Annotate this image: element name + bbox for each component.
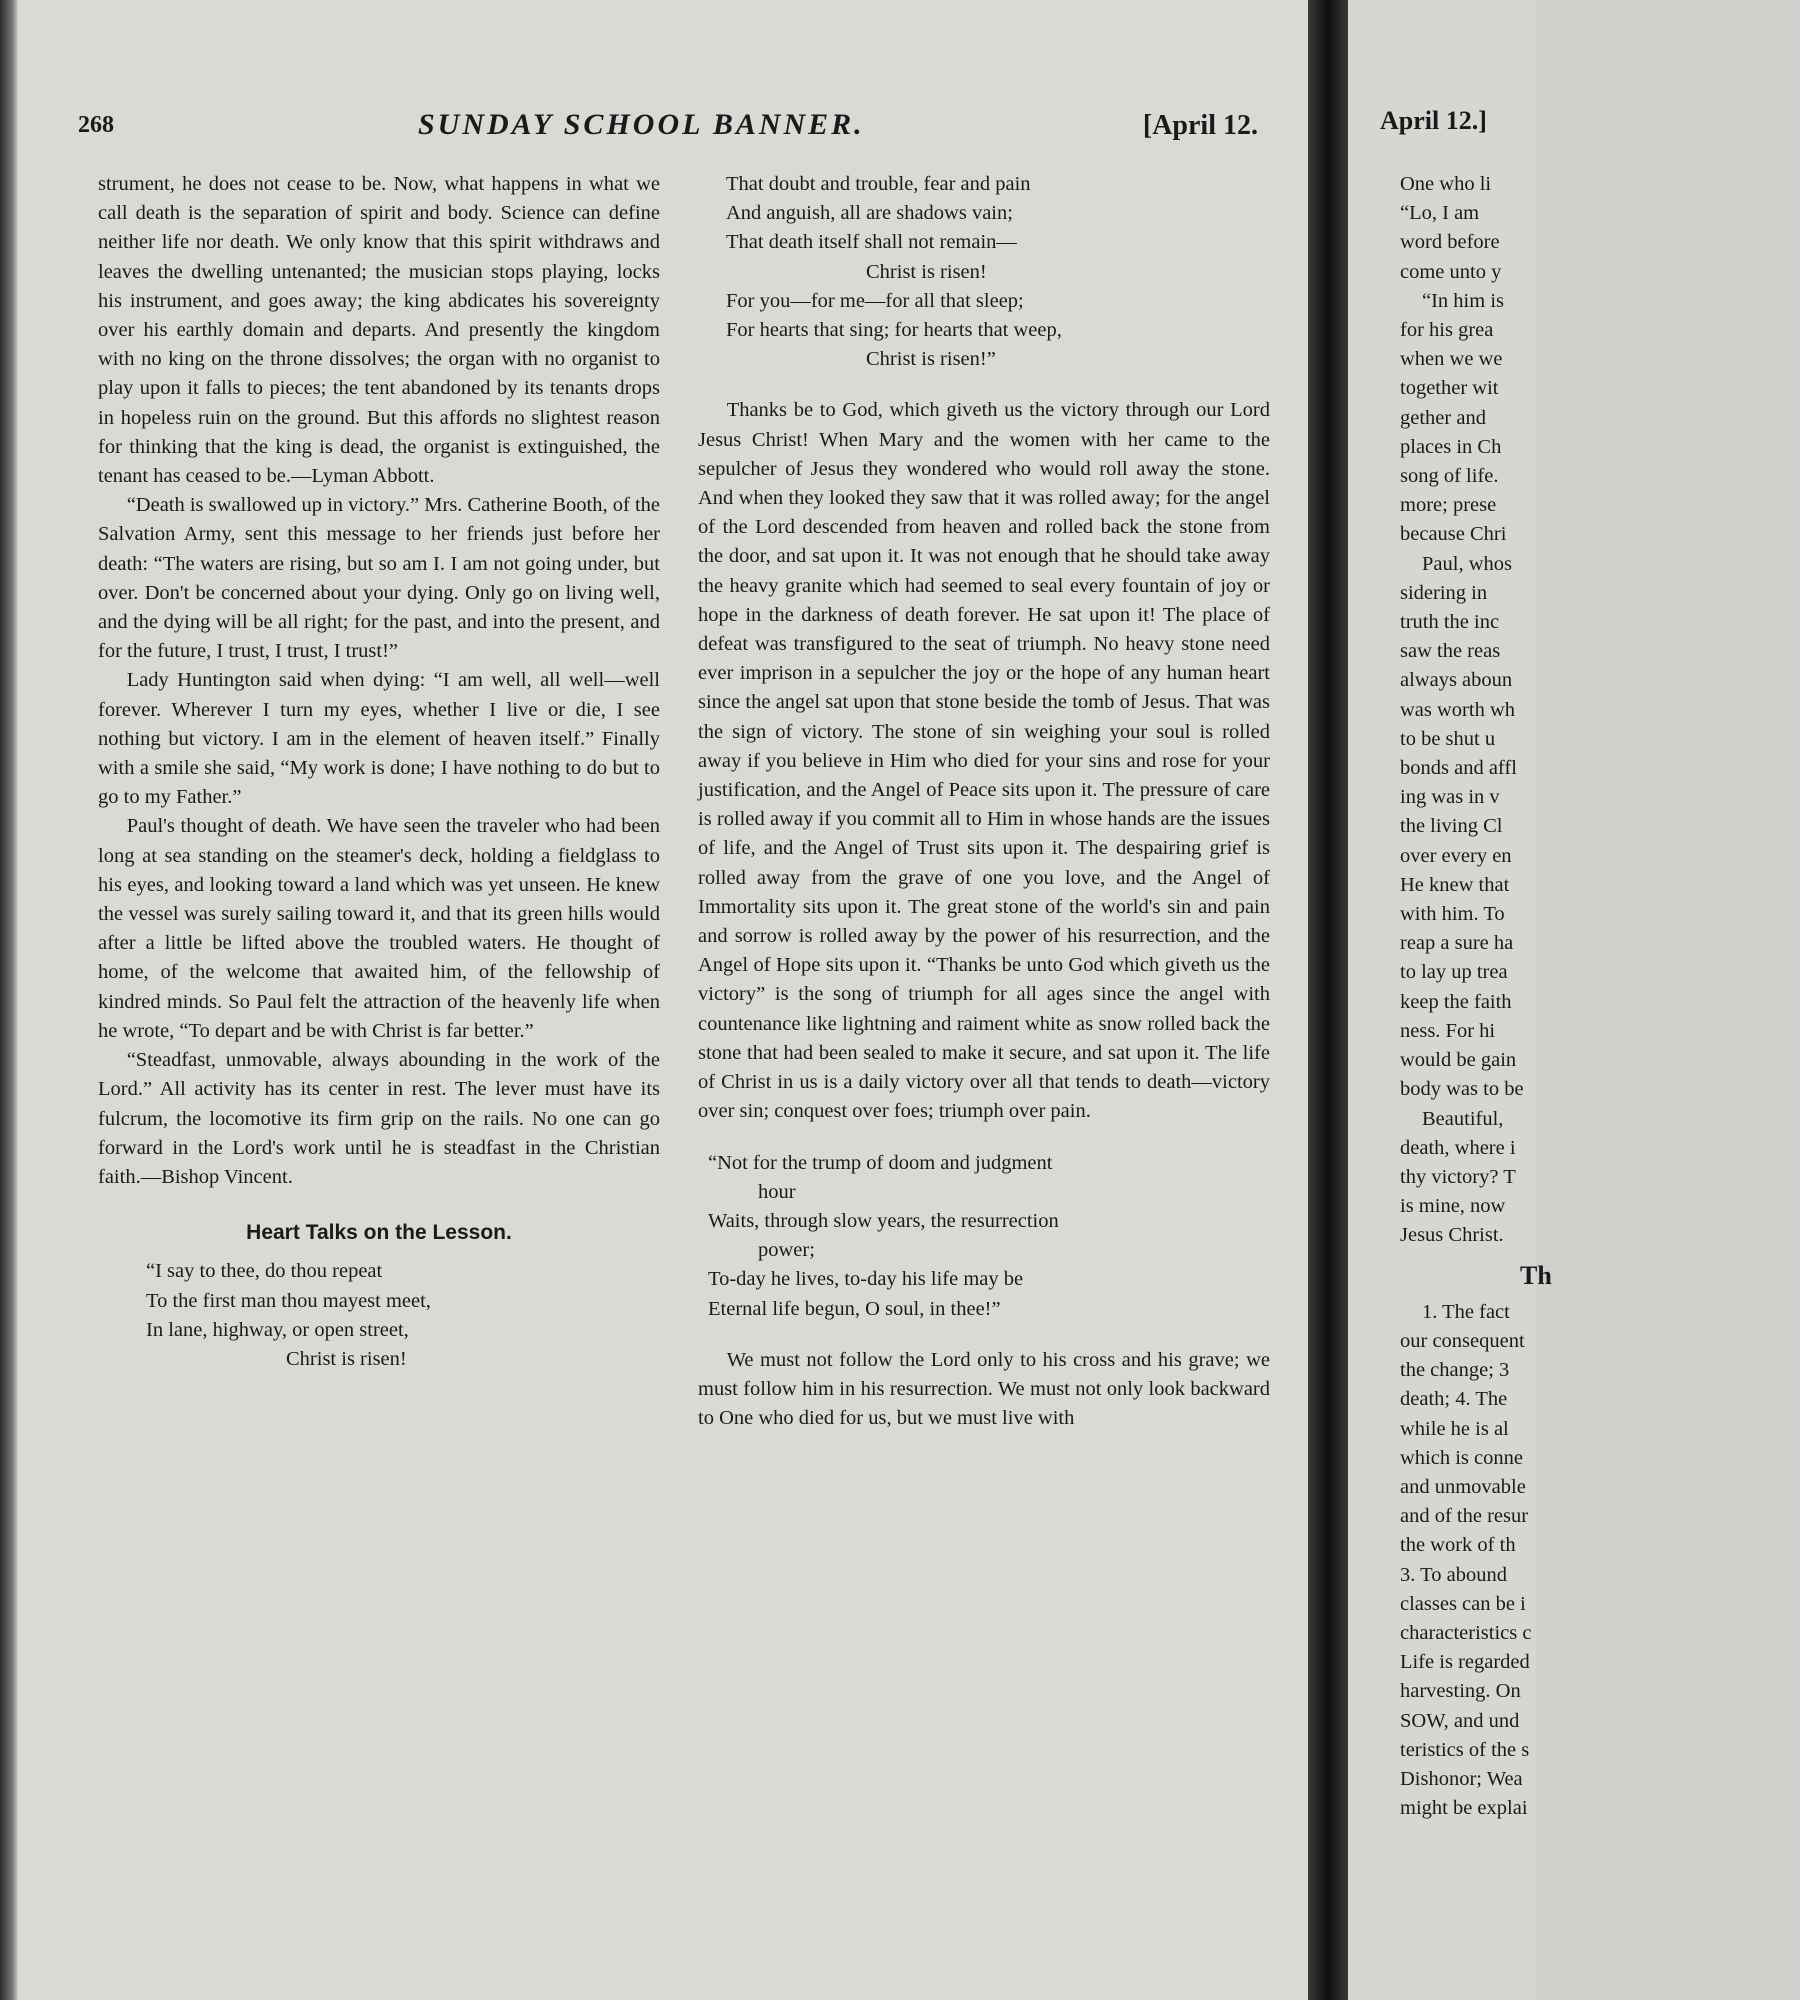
truncated-line: is mine, now: [1400, 1195, 1506, 1218]
poem-line: That doubt and trouble, fear and pain: [726, 173, 1031, 195]
right-page-header: April 12.]: [1380, 106, 1487, 135]
paragraph: “Death is swallowed up in victory.” Mrs. Catherine Booth, of the Salvation Army, sent this message to her friends just before her death: “The waters are rising, but so am I. I am not going under, but over. Don't be concerned about your dying. Only go on living well, and the dying will be all right; for the past, and into the present, and for the future, I trust, I trust, I trust!”: [98, 494, 660, 663]
truncated-line: SOW, and und: [1400, 1709, 1520, 1732]
truncated-line: always aboun: [1400, 669, 1513, 692]
truncated-line: thy victory? T: [1400, 1165, 1516, 1188]
poem: [698, 170, 1270, 374]
poem-line: For hearts that sing; for hearts that weep,: [726, 319, 1062, 342]
section-heading: Heart Talks on the Lesson.: [246, 1221, 512, 1245]
truncated-line: places in Ch: [1400, 435, 1502, 458]
truncated-line: keep the faith: [1400, 990, 1512, 1013]
truncated-line: would be gain: [1400, 1049, 1517, 1072]
truncated-line: for his grea: [1400, 319, 1494, 342]
poem: [698, 1149, 1270, 1324]
poem-line: “I say to thee, do thou repeat: [146, 1260, 383, 1283]
truncated-line: together wit: [1400, 377, 1499, 400]
truncated-line: more; prese: [1400, 494, 1497, 517]
truncated-line: reap a sure ha: [1400, 932, 1514, 955]
paragraph: Thanks be to God, which giveth us the victory through our Lord Jesus Christ! When Mary and the women with her came to the sepulcher of Jesus they wondered who would roll away the stone. And when they looked they saw that it was rolled away; for the angel of the Lord descended from heaven and rolled back the stone from the door, and sat upon it. It was not enough that he should take away the heavy granite which had seemed to seal every fountain of joy or hope in the darkness of death forever. He sat upon it! The place of defeat was transfigured to the seat of triumph. No heavy stone need ever imprison in a sepulcher the joy or the hope of any human heart since the angel sat upon that stone beside the tomb of Jesus. That was the sign of victory. The stone of sin weighing your soul is rolled away if you believe in Him who died for your sins and rose for your justification, and the Angel of Peace sits upon it. The pressure of care is rolled away if you commit all to Him in whose hands are the issues of life, and the Angel of Trust sits upon it. The despairing grief is rolled away from the grave of one you love, and the Angel of Immortality sits upon it. The great stone of the world's sin and pain and sorrow is rolled away by the power of his resurrection, and the Angel of Hope sits upon it. “Thanks be unto God which giveth us the victory” is the song of triumph for all ages since the angel with countenance like lightning and raiment white as snow rolled back the stone that had been sealed to make it secure, and sat upon it. The life of Christ in us is a daily victory over all that tends to death—victory over sin; conquest over foes; triumph over pain.: [698, 399, 1270, 1123]
poem-line: “Not for the trump of doom and judgment: [708, 1151, 1053, 1174]
truncated-line: to be shut u: [1400, 727, 1496, 750]
truncated-line: was worth wh: [1400, 698, 1516, 721]
truncated-line: Dishonor; Wea: [1400, 1767, 1523, 1790]
truncated-line: Life is regarded: [1400, 1651, 1530, 1674]
truncated-line: which is conne: [1400, 1446, 1523, 1469]
poem-line: hour: [758, 1180, 796, 1203]
paragraph: “Steadfast, unmovable, always abounding in the work of the Lord.” All activity has its center in rest. The lever must have its fulcrum, the locomotive its firm grip on the rails. No one can go forward in the Lord's work until he is steadfast in the Christian faith.—Bishop Vincent.: [98, 1049, 660, 1188]
truncated-line: gether and: [1400, 406, 1486, 429]
poem-line: That death itself shall not remain—: [726, 231, 1017, 254]
right-page: [1348, 0, 1552, 2000]
truncated-line: while he is al: [1400, 1417, 1509, 1440]
truncated-line: the work of th: [1400, 1534, 1516, 1557]
truncated-line: He knew that: [1400, 873, 1510, 896]
truncated-line: 3. To abound: [1400, 1563, 1507, 1586]
truncated-line: ing was in v: [1400, 786, 1500, 809]
paragraph: We must not follow the Lord only to his cross and his grave; we must follow him in his resurrection. We must not only look backward to One who died for us, but we must live with: [698, 1348, 1270, 1430]
truncated-line: harvesting. On: [1400, 1680, 1521, 1703]
publication-title: SUNDAY SCHOOL BANNER.: [418, 108, 865, 141]
truncated-line: body was to be: [1400, 1078, 1524, 1101]
poem: [98, 1257, 660, 1374]
truncated-line: when we we: [1400, 348, 1503, 371]
section-heading-fragment: Th: [1520, 1260, 1552, 1290]
truncated-line: to lay up trea: [1400, 961, 1508, 984]
truncated-line: classes can be i: [1400, 1592, 1526, 1615]
right-column: [1400, 170, 1800, 1823]
truncated-line: might be explai: [1400, 1797, 1528, 1820]
truncated-line: “In him is: [1422, 289, 1504, 312]
poem-line: Waits, through slow years, the resurrection: [708, 1209, 1059, 1232]
truncated-line: death, where i: [1400, 1136, 1516, 1159]
middle-column: [698, 170, 1270, 1433]
truncated-line: our consequent: [1400, 1329, 1525, 1352]
page-number: 268: [78, 112, 114, 138]
truncated-line: the change; 3: [1400, 1359, 1510, 1382]
poem-line: And anguish, all are shadows vain;: [726, 202, 1013, 225]
truncated-line: ness. For hi: [1400, 1019, 1496, 1042]
poem-line: For you—for me—for all that sleep;: [726, 289, 1024, 312]
paragraph: strument, he does not cease to be. Now, what happens in what we call death is the separation of spirit and body. Science can define neither life nor death. We only know that this spirit withdraws and leaves the dwelling untenanted; the musician stops playing, locks his instrument, and goes away; the king abdicates his sovereignty over his earthly domain and departs. And presently the kingdom with no king on the throne dissolves; the organ with no organist to play upon it falls to pieces; the tent abandoned by its tenants drops in hopeless ruin on the ground. But this affords no slightest reason for thinking that the king is dead, the organist is extinguished, the tenant has ceased to be.—Lyman Abbott.: [98, 173, 660, 488]
truncated-line: truth the inc: [1400, 611, 1500, 634]
paragraph: Paul's thought of death. We have seen the traveler who had been long at sea standing on the steamer's deck, holding a fieldglass to his eyes, and looking toward a land which was yet unseen. He knew the vessel was surely sailing toward it, and that its green hills would after a little be lifted above the troubled waters. He thought of home, of the welcome that awaited him, of the fellowship of kindred minds. So Paul felt the attraction of the heavenly life when he wrote, “To depart and be with Christ is far better.”: [98, 815, 660, 1042]
poem-line: Christ is risen!: [286, 1347, 407, 1370]
truncated-line: Jesus Christ.: [1400, 1224, 1504, 1247]
truncated-line: saw the reas: [1400, 640, 1501, 663]
truncated-line: sidering in: [1400, 581, 1488, 604]
poem-line: To the first man thou mayest meet,: [146, 1289, 431, 1312]
truncated-line: the living Cl: [1400, 815, 1503, 838]
truncated-line: word before: [1400, 231, 1500, 254]
truncated-line: because Chri: [1400, 523, 1507, 546]
truncated-line: over every en: [1400, 844, 1512, 867]
truncated-line: Beautiful,: [1422, 1107, 1504, 1130]
truncated-line: with him. To: [1400, 903, 1505, 926]
left-column: [98, 170, 660, 1374]
truncated-line: characteristics c: [1400, 1621, 1532, 1644]
page-date: [April 12.: [1142, 110, 1258, 141]
book-gutter: [1308, 0, 1348, 2000]
truncated-line: come unto y: [1400, 260, 1502, 283]
poem-line: Eternal life begun, O soul, in thee!”: [708, 1297, 1001, 1320]
truncated-line: “Lo, I am: [1400, 202, 1480, 225]
truncated-line: Paul, whos: [1422, 552, 1512, 575]
poem-line: To-day he lives, to-day his life may be: [708, 1268, 1024, 1291]
scan-border: [0, 0, 18, 2000]
truncated-line: death; 4. The: [1400, 1388, 1508, 1411]
truncated-line: song of life.: [1400, 465, 1499, 488]
poem-line: power;: [758, 1239, 815, 1262]
truncated-line: 1. The fact: [1422, 1300, 1510, 1323]
paragraph: Lady Huntington said when dying: “I am well, all well—well forever. Wherever I turn my eyes, whether I live or die, I see nothing but victory. I am in the element of heaven itself.” Finally with a smile she said, “My work is done; I have nothing to do but to go to my Father.”: [98, 669, 660, 809]
poem-line: Christ is risen!”: [866, 348, 996, 371]
truncated-line: and of the resur: [1400, 1505, 1529, 1528]
poem-line: Christ is risen!: [866, 260, 987, 283]
poem-line: In lane, highway, or open street,: [146, 1318, 409, 1341]
truncated-line: teristics of the s: [1400, 1738, 1530, 1761]
truncated-line: One who li: [1400, 173, 1492, 195]
page-header: [78, 108, 1258, 148]
truncated-line: bonds and affl: [1400, 757, 1517, 780]
truncated-line: and unmovable: [1400, 1475, 1526, 1498]
